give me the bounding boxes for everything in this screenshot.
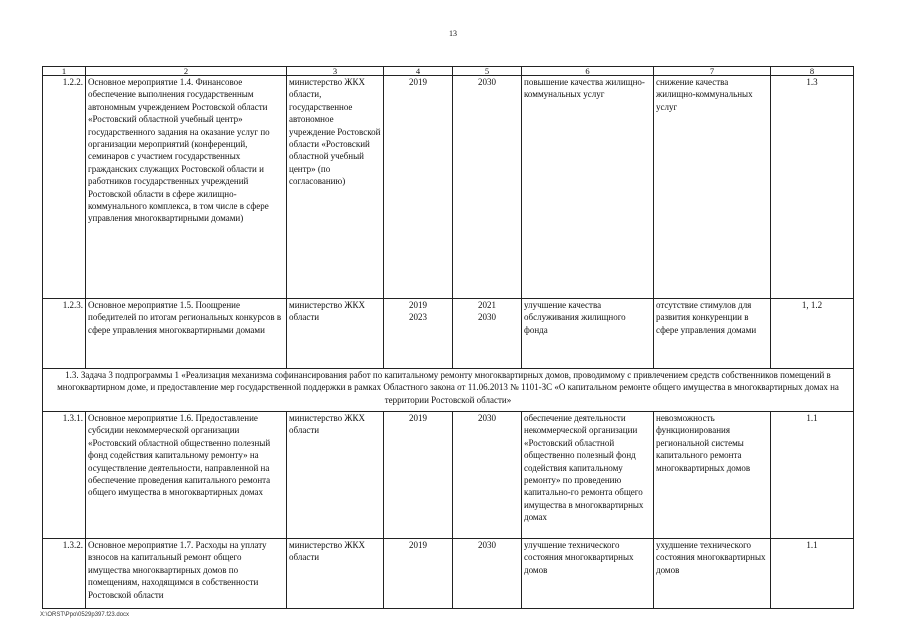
column-number: 6 xyxy=(522,67,654,76)
end-year: 2021 2030 xyxy=(453,299,522,369)
executor: министерство ЖКХ области xyxy=(287,539,384,609)
measure-name: Основное мероприятие 1.5. Поощрение победителей по итогам региональных конкурсов в сфере управления многоквартирными домами xyxy=(86,299,287,369)
end-year: 2030 xyxy=(453,539,522,609)
executor: министерство ЖКХ области xyxy=(287,412,384,539)
indicator-link: 1.1 xyxy=(771,539,854,609)
expected-result: повышение качества жилищно-коммунальных услуг xyxy=(522,76,654,299)
non-implementation-consequence: невозможность функционирования региональной системы капитального ремонта многоквартирных домов xyxy=(654,412,771,539)
non-implementation-consequence: отсутствие стимулов для развития конкуренции в сфере управления домами xyxy=(654,299,771,369)
row-number: 1.2.2. xyxy=(43,76,86,299)
executor: министерство ЖКХ области, государственное автономное учреждение Ростовской области «Ростовский областной учебный центр» (по согласованию) xyxy=(287,76,384,299)
start-year: 2019 xyxy=(384,412,453,539)
start-year: 2019 xyxy=(384,76,453,299)
end-year: 2030 xyxy=(453,76,522,299)
file-path-footer: X:\ORST\Ppo\0529p397.f23.docx xyxy=(40,612,130,618)
measures-table xyxy=(42,66,854,609)
expected-result: улучшение технического состояния многоквартирных домов xyxy=(522,539,654,609)
measure-name: Основное мероприятие 1.4. Финансовое обеспечение выполнения государственным автономным учреждением Ростовской области «Ростовский областной учебный центр» государственного задания на оказание услуг по организации мероприятий (конференций, семинаров с участием государственных гражданских служащих Ростовской области и работников государственных учреждений Ростовской области в сфере жилищно-коммунального комплекса, в том числе в сфере управления многоквартирными домами) xyxy=(86,76,287,299)
task-row xyxy=(43,369,854,412)
table-row xyxy=(43,76,854,299)
measure-name: Основное мероприятие 1.6. Предоставление субсидии некоммерческой организации «Ростовский областной общественно полезный фонд содействия капитальному ремонту» на осуществление деятельности, направленной на обеспечение проведения капитального ремонта общего имущества в многоквартирных домах xyxy=(86,412,287,539)
column-number: 3 xyxy=(287,67,384,76)
column-numbers-row xyxy=(43,67,854,76)
table-row xyxy=(43,299,854,369)
column-number: 4 xyxy=(384,67,453,76)
column-number: 1 xyxy=(43,67,86,76)
row-number: 1.3.2. xyxy=(43,539,86,609)
start-year: 2019 xyxy=(384,539,453,609)
expected-result: улучшение качества обслуживания жилищного фонда xyxy=(522,299,654,369)
column-number: 7 xyxy=(654,67,771,76)
end-year: 2030 xyxy=(453,412,522,539)
non-implementation-consequence: снижение качества жилищно-коммунальных услуг xyxy=(654,76,771,299)
indicator-link: 1.3 xyxy=(771,76,854,299)
page-number: 13 xyxy=(449,29,457,38)
indicator-link: 1.1 xyxy=(771,412,854,539)
row-number: 1.2.3. xyxy=(43,299,86,369)
start-year: 2019 2023 xyxy=(384,299,453,369)
column-number: 2 xyxy=(86,67,287,76)
column-number: 8 xyxy=(771,67,854,76)
row-number: 1.3.1. xyxy=(43,412,86,539)
measure-name: Основное мероприятие 1.7. Расходы на уплату взносов на капитальный ремонт общего имущества многоквартирных домов по помещениям, находящимся в собственности Ростовской области xyxy=(86,539,287,609)
executor: министерство ЖКХ области xyxy=(287,299,384,369)
table-row xyxy=(43,412,854,539)
task-heading: 1.3. Задача 3 подпрограммы 1 «Реализация механизма софинансирования работ по капитальному ремонту многоквартирных домов, проводимому с привлечением средств собственников помещений в многоквартирном доме, и предоставление мер государственной поддержки в рамках Областного закона от 11.06.2013 № 1101-ЗС «О капитальном ремонте общего имущества в многоквартирных домах на территории Ростовской области» xyxy=(43,369,854,412)
non-implementation-consequence: ухудшение технического состояния многоквартирных домов xyxy=(654,539,771,609)
expected-result: обеспечение деятельности некоммерческой организации «Ростовский областной общественно полезный фонд содействия капитальному ремонту» по проведению капитально-го ремонта общего имущества в многоквартирных домах xyxy=(522,412,654,539)
column-number: 5 xyxy=(453,67,522,76)
indicator-link: 1, 1.2 xyxy=(771,299,854,369)
table-row xyxy=(43,539,854,609)
